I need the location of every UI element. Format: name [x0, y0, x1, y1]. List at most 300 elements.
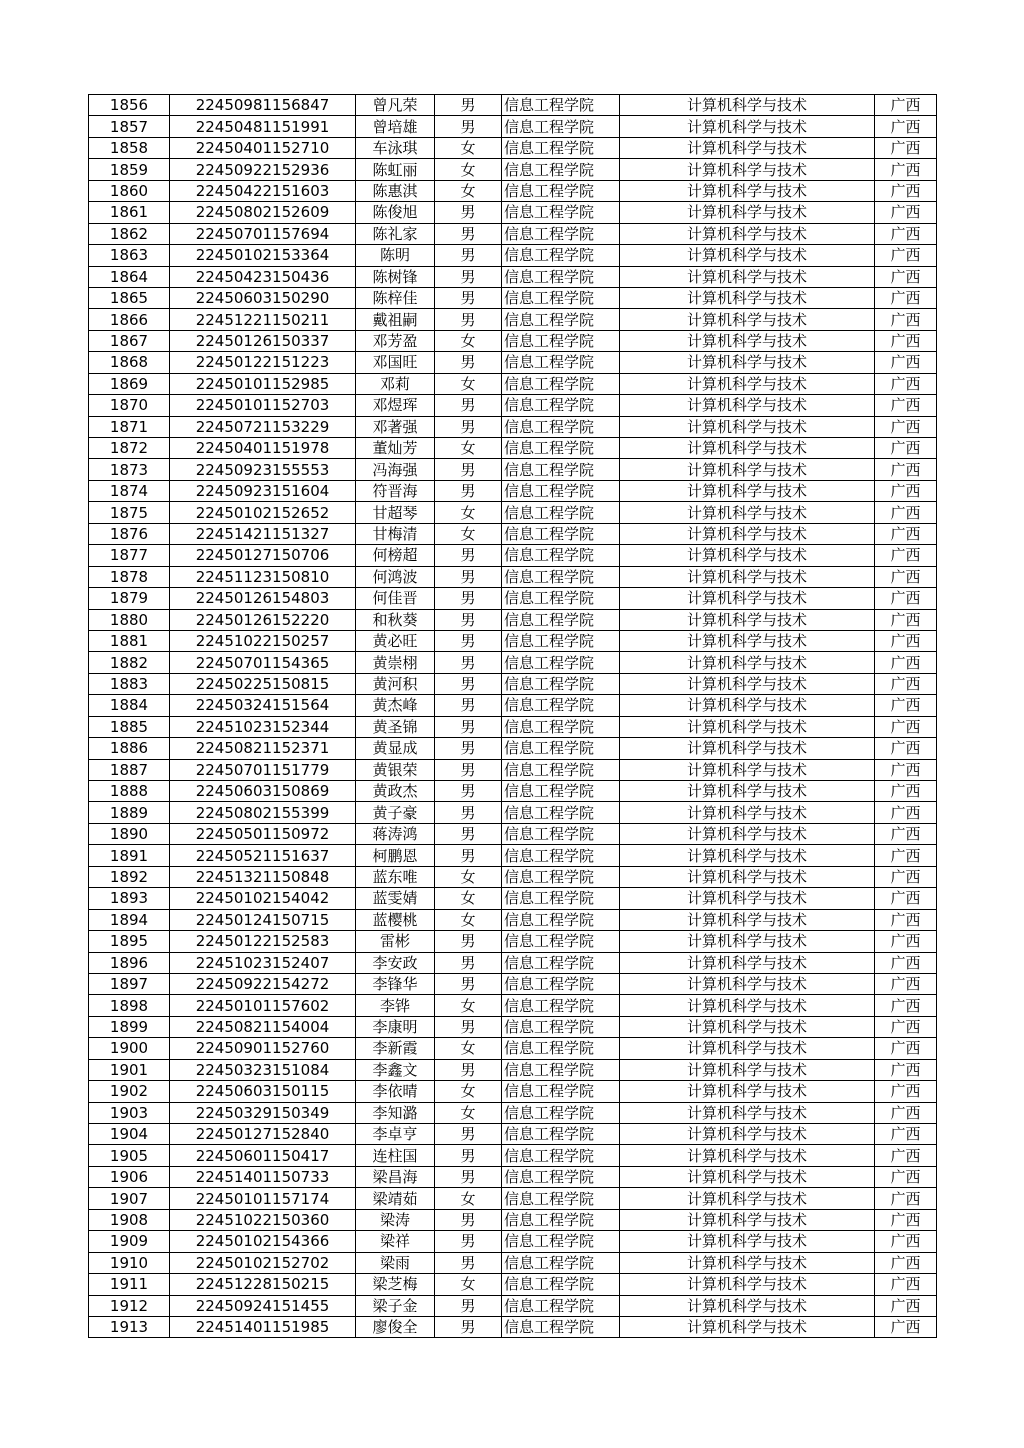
table-row — [89, 502, 937, 523]
student-name-cell: 李锋华 — [356, 973, 435, 994]
row-number-cell: 1881 — [89, 630, 170, 651]
gender-cell: 男 — [435, 95, 502, 116]
table-row — [89, 823, 937, 844]
student-name-cell: 邓煜珲 — [356, 395, 435, 416]
college-cell: 信息工程学院 — [502, 438, 620, 459]
table-row — [89, 438, 937, 459]
row-number-cell: 1861 — [89, 202, 170, 223]
table-row — [89, 738, 937, 759]
gender-cell: 男 — [435, 202, 502, 223]
table-row — [89, 1316, 937, 1337]
row-number-cell: 1898 — [89, 995, 170, 1016]
province-cell: 广西 — [875, 609, 937, 630]
table-row — [89, 1038, 937, 1059]
row-number-cell: 1899 — [89, 1016, 170, 1037]
major-cell: 计算机科学与技术 — [620, 1081, 875, 1102]
exam-id-cell: 22450701154365 — [170, 652, 356, 673]
college-cell: 信息工程学院 — [502, 1231, 620, 1252]
exam-id-cell: 22451221150211 — [170, 309, 356, 330]
province-cell: 广西 — [875, 1209, 937, 1230]
gender-cell: 男 — [435, 823, 502, 844]
exam-id-cell: 22450124150715 — [170, 909, 356, 930]
table-row — [89, 1016, 937, 1037]
table-row — [89, 652, 937, 673]
student-name-cell: 雷彬 — [356, 931, 435, 952]
exam-id-cell: 22450802152609 — [170, 202, 356, 223]
table-row — [89, 1252, 937, 1273]
gender-cell: 男 — [435, 716, 502, 737]
student-name-cell: 符晋海 — [356, 480, 435, 501]
exam-id-cell: 22450821152371 — [170, 738, 356, 759]
college-cell: 信息工程学院 — [502, 1059, 620, 1080]
exam-id-cell: 22450603150115 — [170, 1081, 356, 1102]
province-cell: 广西 — [875, 202, 937, 223]
province-cell: 广西 — [875, 116, 937, 137]
gender-cell: 男 — [435, 802, 502, 823]
admission-table — [88, 94, 937, 1338]
exam-id-cell: 22450102153364 — [170, 245, 356, 266]
college-cell: 信息工程学院 — [502, 352, 620, 373]
province-cell: 广西 — [875, 716, 937, 737]
row-number-cell: 1862 — [89, 223, 170, 244]
gender-cell: 女 — [435, 523, 502, 544]
exam-id-cell: 22450126154803 — [170, 588, 356, 609]
college-cell: 信息工程学院 — [502, 1124, 620, 1145]
exam-id-cell: 22450721153229 — [170, 416, 356, 437]
row-number-cell: 1870 — [89, 395, 170, 416]
major-cell: 计算机科学与技术 — [620, 973, 875, 994]
gender-cell: 男 — [435, 1209, 502, 1230]
exam-id-cell: 22451401151985 — [170, 1316, 356, 1337]
student-name-cell: 李卓亨 — [356, 1124, 435, 1145]
gender-cell: 男 — [435, 459, 502, 480]
major-cell: 计算机科学与技术 — [620, 1124, 875, 1145]
province-cell: 广西 — [875, 695, 937, 716]
row-number-cell: 1869 — [89, 373, 170, 394]
row-number-cell: 1867 — [89, 330, 170, 351]
table-row — [89, 802, 937, 823]
row-number-cell: 1906 — [89, 1166, 170, 1187]
major-cell: 计算机科学与技术 — [620, 1252, 875, 1273]
province-cell: 广西 — [875, 738, 937, 759]
province-cell: 广西 — [875, 416, 937, 437]
table-row — [89, 309, 937, 330]
student-name-cell: 曾培雄 — [356, 116, 435, 137]
gender-cell: 男 — [435, 1059, 502, 1080]
row-number-cell: 1902 — [89, 1081, 170, 1102]
province-cell: 广西 — [875, 995, 937, 1016]
row-number-cell: 1901 — [89, 1059, 170, 1080]
student-name-cell: 黄政杰 — [356, 781, 435, 802]
college-cell: 信息工程学院 — [502, 202, 620, 223]
student-name-cell: 柯鹏恩 — [356, 845, 435, 866]
table-row — [89, 845, 937, 866]
table-row — [89, 287, 937, 308]
province-cell: 广西 — [875, 1231, 937, 1252]
student-name-cell: 陈梓佳 — [356, 287, 435, 308]
table-row — [89, 137, 937, 158]
exam-id-cell: 22450923155553 — [170, 459, 356, 480]
student-name-cell: 蒋涛鸿 — [356, 823, 435, 844]
gender-cell: 男 — [435, 480, 502, 501]
gender-cell: 男 — [435, 1231, 502, 1252]
major-cell: 计算机科学与技术 — [620, 137, 875, 158]
gender-cell: 女 — [435, 180, 502, 201]
college-cell: 信息工程学院 — [502, 395, 620, 416]
province-cell: 广西 — [875, 352, 937, 373]
row-number-cell: 1889 — [89, 802, 170, 823]
province-cell: 广西 — [875, 845, 937, 866]
table-row — [89, 1081, 937, 1102]
exam-id-cell: 22450601150417 — [170, 1145, 356, 1166]
table-row — [89, 673, 937, 694]
student-name-cell: 冯海强 — [356, 459, 435, 480]
province-cell: 广西 — [875, 223, 937, 244]
college-cell: 信息工程学院 — [502, 609, 620, 630]
row-number-cell: 1883 — [89, 673, 170, 694]
row-number-cell: 1886 — [89, 738, 170, 759]
gender-cell: 女 — [435, 1081, 502, 1102]
major-cell: 计算机科学与技术 — [620, 1209, 875, 1230]
student-name-cell: 车泳琪 — [356, 137, 435, 158]
college-cell: 信息工程学院 — [502, 95, 620, 116]
student-name-cell: 蓝东唯 — [356, 866, 435, 887]
province-cell: 广西 — [875, 523, 937, 544]
college-cell: 信息工程学院 — [502, 588, 620, 609]
student-name-cell: 陈明 — [356, 245, 435, 266]
student-name-cell: 李新霞 — [356, 1038, 435, 1059]
major-cell: 计算机科学与技术 — [620, 1188, 875, 1209]
student-name-cell: 陈礼家 — [356, 223, 435, 244]
gender-cell: 男 — [435, 223, 502, 244]
major-cell: 计算机科学与技术 — [620, 287, 875, 308]
table-row — [89, 888, 937, 909]
gender-cell: 男 — [435, 566, 502, 587]
major-cell: 计算机科学与技术 — [620, 438, 875, 459]
major-cell: 计算机科学与技术 — [620, 588, 875, 609]
table-row — [89, 630, 937, 651]
student-name-cell: 陈俊旭 — [356, 202, 435, 223]
major-cell: 计算机科学与技术 — [620, 1166, 875, 1187]
major-cell: 计算机科学与技术 — [620, 352, 875, 373]
major-cell: 计算机科学与技术 — [620, 845, 875, 866]
exam-id-cell: 22450324151564 — [170, 695, 356, 716]
province-cell: 广西 — [875, 781, 937, 802]
row-number-cell: 1879 — [89, 588, 170, 609]
row-number-cell: 1864 — [89, 266, 170, 287]
gender-cell: 男 — [435, 309, 502, 330]
student-name-cell: 李鑫文 — [356, 1059, 435, 1080]
table-row — [89, 759, 937, 780]
student-name-cell: 李依晴 — [356, 1081, 435, 1102]
exam-id-cell: 22450101157174 — [170, 1188, 356, 1209]
province-cell: 广西 — [875, 888, 937, 909]
college-cell: 信息工程学院 — [502, 159, 620, 180]
province-cell: 广西 — [875, 480, 937, 501]
exam-id-cell: 22450701157694 — [170, 223, 356, 244]
row-number-cell: 1908 — [89, 1209, 170, 1230]
student-name-cell: 董灿芳 — [356, 438, 435, 459]
exam-id-cell: 22450481151991 — [170, 116, 356, 137]
student-name-cell: 黄显成 — [356, 738, 435, 759]
college-cell: 信息工程学院 — [502, 480, 620, 501]
major-cell: 计算机科学与技术 — [620, 116, 875, 137]
exam-id-cell: 22451228150215 — [170, 1274, 356, 1295]
student-name-cell: 李安政 — [356, 952, 435, 973]
row-number-cell: 1887 — [89, 759, 170, 780]
row-number-cell: 1892 — [89, 866, 170, 887]
major-cell: 计算机科学与技术 — [620, 459, 875, 480]
table-row — [89, 716, 937, 737]
student-name-cell: 邓著强 — [356, 416, 435, 437]
major-cell: 计算机科学与技术 — [620, 952, 875, 973]
gender-cell: 男 — [435, 352, 502, 373]
exam-id-cell: 22451023152344 — [170, 716, 356, 737]
row-number-cell: 1858 — [89, 137, 170, 158]
province-cell: 广西 — [875, 180, 937, 201]
college-cell: 信息工程学院 — [502, 416, 620, 437]
student-name-cell: 黄子豪 — [356, 802, 435, 823]
gender-cell: 男 — [435, 652, 502, 673]
province-cell: 广西 — [875, 1166, 937, 1187]
college-cell: 信息工程学院 — [502, 802, 620, 823]
college-cell: 信息工程学院 — [502, 888, 620, 909]
exam-id-cell: 22450501150972 — [170, 823, 356, 844]
student-name-cell: 梁芝梅 — [356, 1274, 435, 1295]
table-row — [89, 952, 937, 973]
exam-id-cell: 22450821154004 — [170, 1016, 356, 1037]
table-row — [89, 116, 937, 137]
exam-id-cell: 22450101157602 — [170, 995, 356, 1016]
row-number-cell: 1895 — [89, 931, 170, 952]
student-name-cell: 蓝樱桃 — [356, 909, 435, 930]
table-row — [89, 459, 937, 480]
college-cell: 信息工程学院 — [502, 845, 620, 866]
major-cell: 计算机科学与技术 — [620, 1316, 875, 1337]
college-cell: 信息工程学院 — [502, 931, 620, 952]
major-cell: 计算机科学与技术 — [620, 502, 875, 523]
gender-cell: 女 — [435, 866, 502, 887]
province-cell: 广西 — [875, 330, 937, 351]
college-cell: 信息工程学院 — [502, 781, 620, 802]
student-name-cell: 邓芳盈 — [356, 330, 435, 351]
major-cell: 计算机科学与技术 — [620, 180, 875, 201]
table-row — [89, 223, 937, 244]
exam-id-cell: 22450225150815 — [170, 673, 356, 694]
student-name-cell: 梁祥 — [356, 1231, 435, 1252]
college-cell: 信息工程学院 — [502, 545, 620, 566]
row-number-cell: 1891 — [89, 845, 170, 866]
table-row — [89, 781, 937, 802]
province-cell: 广西 — [875, 287, 937, 308]
student-name-cell: 梁雨 — [356, 1252, 435, 1273]
student-name-cell: 戴祖嗣 — [356, 309, 435, 330]
exam-id-cell: 22450422151603 — [170, 180, 356, 201]
major-cell: 计算机科学与技术 — [620, 695, 875, 716]
exam-id-cell: 22450521151637 — [170, 845, 356, 866]
college-cell: 信息工程学院 — [502, 695, 620, 716]
row-number-cell: 1894 — [89, 909, 170, 930]
gender-cell: 男 — [435, 630, 502, 651]
row-number-cell: 1865 — [89, 287, 170, 308]
major-cell: 计算机科学与技术 — [620, 716, 875, 737]
exam-id-cell: 22450122151223 — [170, 352, 356, 373]
province-cell: 广西 — [875, 866, 937, 887]
table-row — [89, 266, 937, 287]
student-name-cell: 梁靖茹 — [356, 1188, 435, 1209]
student-name-cell: 梁涛 — [356, 1209, 435, 1230]
province-cell: 广西 — [875, 802, 937, 823]
row-number-cell: 1860 — [89, 180, 170, 201]
table-row — [89, 95, 937, 116]
table-row — [89, 588, 937, 609]
major-cell: 计算机科学与技术 — [620, 1016, 875, 1037]
row-number-cell: 1877 — [89, 545, 170, 566]
province-cell: 广西 — [875, 159, 937, 180]
college-cell: 信息工程学院 — [502, 180, 620, 201]
gender-cell: 男 — [435, 931, 502, 952]
major-cell: 计算机科学与技术 — [620, 888, 875, 909]
province-cell: 广西 — [875, 266, 937, 287]
college-cell: 信息工程学院 — [502, 1316, 620, 1337]
exam-id-cell: 22451123150810 — [170, 566, 356, 587]
row-number-cell: 1873 — [89, 459, 170, 480]
gender-cell: 女 — [435, 888, 502, 909]
admission-list-sheet — [88, 94, 937, 1338]
row-number-cell: 1880 — [89, 609, 170, 630]
table-row — [89, 866, 937, 887]
row-number-cell: 1903 — [89, 1102, 170, 1123]
major-cell: 计算机科学与技术 — [620, 159, 875, 180]
college-cell: 信息工程学院 — [502, 1252, 620, 1273]
exam-id-cell: 22450922152936 — [170, 159, 356, 180]
table-row — [89, 1059, 937, 1080]
college-cell: 信息工程学院 — [502, 995, 620, 1016]
college-cell: 信息工程学院 — [502, 1038, 620, 1059]
province-cell: 广西 — [875, 1081, 937, 1102]
province-cell: 广西 — [875, 1252, 937, 1273]
student-name-cell: 何佳晋 — [356, 588, 435, 609]
major-cell: 计算机科学与技术 — [620, 1059, 875, 1080]
exam-id-cell: 22450101152985 — [170, 373, 356, 394]
student-name-cell: 和秋葵 — [356, 609, 435, 630]
row-number-cell: 1909 — [89, 1231, 170, 1252]
student-name-cell: 连柱国 — [356, 1145, 435, 1166]
gender-cell: 男 — [435, 545, 502, 566]
row-number-cell: 1871 — [89, 416, 170, 437]
college-cell: 信息工程学院 — [502, 245, 620, 266]
gender-cell: 女 — [435, 159, 502, 180]
table-row — [89, 545, 937, 566]
major-cell: 计算机科学与技术 — [620, 330, 875, 351]
table-body — [89, 95, 937, 1338]
gender-cell: 女 — [435, 330, 502, 351]
exam-id-cell: 22450924151455 — [170, 1295, 356, 1316]
province-cell: 广西 — [875, 673, 937, 694]
college-cell: 信息工程学院 — [502, 630, 620, 651]
college-cell: 信息工程学院 — [502, 223, 620, 244]
major-cell: 计算机科学与技术 — [620, 480, 875, 501]
gender-cell: 女 — [435, 1102, 502, 1123]
province-cell: 广西 — [875, 931, 937, 952]
table-row — [89, 1188, 937, 1209]
province-cell: 广西 — [875, 137, 937, 158]
province-cell: 广西 — [875, 545, 937, 566]
exam-id-cell: 22450423150436 — [170, 266, 356, 287]
gender-cell: 女 — [435, 373, 502, 394]
college-cell: 信息工程学院 — [502, 909, 620, 930]
gender-cell: 女 — [435, 909, 502, 930]
province-cell: 广西 — [875, 1124, 937, 1145]
gender-cell: 女 — [435, 438, 502, 459]
row-number-cell: 1905 — [89, 1145, 170, 1166]
table-row — [89, 1102, 937, 1123]
row-number-cell: 1900 — [89, 1038, 170, 1059]
exam-id-cell: 22450102152652 — [170, 502, 356, 523]
province-cell: 广西 — [875, 502, 937, 523]
province-cell: 广西 — [875, 1102, 937, 1123]
table-row — [89, 1231, 937, 1252]
table-row — [89, 416, 937, 437]
table-row — [89, 909, 937, 930]
gender-cell: 男 — [435, 588, 502, 609]
table-row — [89, 159, 937, 180]
province-cell: 广西 — [875, 245, 937, 266]
major-cell: 计算机科学与技术 — [620, 630, 875, 651]
table-row — [89, 566, 937, 587]
row-number-cell: 1910 — [89, 1252, 170, 1273]
row-number-cell: 1874 — [89, 480, 170, 501]
row-number-cell: 1857 — [89, 116, 170, 137]
gender-cell: 女 — [435, 1274, 502, 1295]
college-cell: 信息工程学院 — [502, 266, 620, 287]
province-cell: 广西 — [875, 1188, 937, 1209]
college-cell: 信息工程学院 — [502, 1145, 620, 1166]
exam-id-cell: 22451421151327 — [170, 523, 356, 544]
college-cell: 信息工程学院 — [502, 523, 620, 544]
major-cell: 计算机科学与技术 — [620, 931, 875, 952]
row-number-cell: 1897 — [89, 973, 170, 994]
province-cell: 广西 — [875, 952, 937, 973]
college-cell: 信息工程学院 — [502, 716, 620, 737]
gender-cell: 男 — [435, 416, 502, 437]
student-name-cell: 邓莉 — [356, 373, 435, 394]
exam-id-cell: 22450923151604 — [170, 480, 356, 501]
row-number-cell: 1884 — [89, 695, 170, 716]
gender-cell: 女 — [435, 1038, 502, 1059]
major-cell: 计算机科学与技术 — [620, 523, 875, 544]
gender-cell: 男 — [435, 973, 502, 994]
row-number-cell: 1872 — [89, 438, 170, 459]
exam-id-cell: 22451022150360 — [170, 1209, 356, 1230]
exam-id-cell: 22451321150848 — [170, 866, 356, 887]
student-name-cell: 黄必旺 — [356, 630, 435, 651]
province-cell: 广西 — [875, 1295, 937, 1316]
row-number-cell: 1904 — [89, 1124, 170, 1145]
major-cell: 计算机科学与技术 — [620, 1145, 875, 1166]
college-cell: 信息工程学院 — [502, 1209, 620, 1230]
student-name-cell: 李铧 — [356, 995, 435, 1016]
major-cell: 计算机科学与技术 — [620, 652, 875, 673]
student-name-cell: 黄崇栩 — [356, 652, 435, 673]
row-number-cell: 1876 — [89, 523, 170, 544]
row-number-cell: 1878 — [89, 566, 170, 587]
gender-cell: 男 — [435, 116, 502, 137]
row-number-cell: 1893 — [89, 888, 170, 909]
row-number-cell: 1907 — [89, 1188, 170, 1209]
major-cell: 计算机科学与技术 — [620, 95, 875, 116]
table-row — [89, 202, 937, 223]
